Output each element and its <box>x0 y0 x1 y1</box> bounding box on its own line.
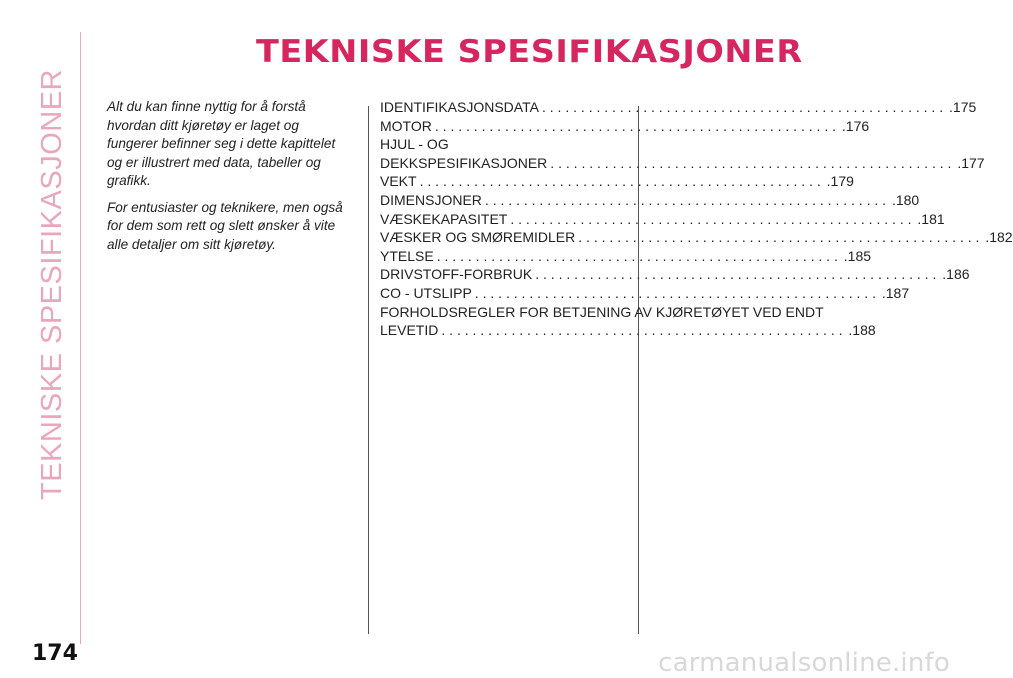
toc-entry-label: CO - UTSLIPP <box>380 284 472 301</box>
toc-entry[interactable] <box>380 210 945 229</box>
toc-dot-leader: .................................................... <box>474 284 880 301</box>
toc-entry[interactable] <box>380 135 985 172</box>
toc-entry-page: .182 <box>985 229 1013 246</box>
toc-dot-leader: .................................................... <box>441 322 847 339</box>
toc-entry-page: .176 <box>841 117 870 134</box>
toc-dot-leader: .................................................... <box>436 247 842 264</box>
chapter-side-divider <box>80 32 81 644</box>
page-number: 174 <box>32 641 78 666</box>
toc-entry-page: .179 <box>826 173 854 190</box>
toc-entry-page: .180 <box>891 191 920 208</box>
toc-entry[interactable] <box>380 284 910 303</box>
intro-text <box>107 98 347 262</box>
page-title: TEKNISKE SPESIFIKASJONER <box>256 34 803 70</box>
toc-entry-page: .187 <box>881 284 910 301</box>
toc-entry-page: .188 <box>848 322 876 339</box>
toc-entry-label: VÆSKEKAPASITET <box>380 210 508 227</box>
toc-entry-label-lead: FORHOLDSREGLER FOR BETJENING AV KJØRETØYET VED ENDT <box>380 303 824 320</box>
toc-entry-label: VEKT <box>380 173 417 190</box>
toc-entry-label: YTELSE <box>380 247 434 264</box>
toc-dot-leader: .................................................... <box>484 191 890 208</box>
toc-entry-page: .181 <box>917 210 945 227</box>
toc-dot-leader: .................................................... <box>434 117 840 134</box>
toc-entry[interactable] <box>380 117 870 136</box>
watermark: carmanualsonline.info <box>658 648 950 678</box>
toc-dot-leader: .................................................... <box>550 154 956 171</box>
toc-entry[interactable] <box>380 98 977 117</box>
toc-entry[interactable] <box>380 191 920 210</box>
table-of-contents <box>380 98 1013 340</box>
toc-entry-page: .186 <box>942 266 970 283</box>
chapter-side-label: TEKNISKE SPESIFIKASJONER <box>36 69 68 500</box>
toc-entry-label: DEKKSPESIFIKASJONER <box>380 154 548 171</box>
toc-dot-leader: .................................................... <box>419 173 825 190</box>
toc-dot-leader: .................................................... <box>541 99 948 115</box>
toc-entry-page: .177 <box>957 154 985 171</box>
toc-dot-leader: .................................................... <box>535 266 941 283</box>
toc-entry[interactable] <box>380 247 872 266</box>
intro-paragraph: Alt du kan finne nyttig for å forstå hvordan ditt kjøretøy er laget og fungerer befinner seg i dette kapittelet og er illustrert med data, tabeller og grafikk. <box>107 99 336 188</box>
toc-entry-label-lead: HJUL - OG <box>380 136 449 153</box>
toc-entry-label: VÆSKER OG SMØREMIDLER <box>380 229 576 246</box>
toc-entry-label: IDENTIFIKASJONSDATA <box>380 99 539 115</box>
toc-entry-label: DRIVSTOFF-FORBRUK <box>380 266 533 283</box>
toc-entry-label: MOTOR <box>380 117 432 134</box>
intro-paragraph: For entusiaster og teknikere, men også for dem som rett og slett ønsker å vite alle detaljer om sitt kjøretøy. <box>107 199 343 252</box>
toc-entry-page: .185 <box>843 247 872 264</box>
toc-entry[interactable] <box>380 265 970 284</box>
toc-entry[interactable] <box>380 303 876 340</box>
toc-entry[interactable] <box>380 228 1013 247</box>
toc-dot-leader: .................................................... <box>578 229 984 246</box>
toc-entry-label: LEVETID <box>380 322 439 339</box>
toc-entry[interactable] <box>380 172 854 191</box>
column-divider-left <box>368 106 369 634</box>
toc-entry-page: .175 <box>949 99 977 115</box>
toc-dot-leader: .................................................... <box>510 210 916 227</box>
toc-entry-label: DIMENSJONER <box>380 191 482 208</box>
